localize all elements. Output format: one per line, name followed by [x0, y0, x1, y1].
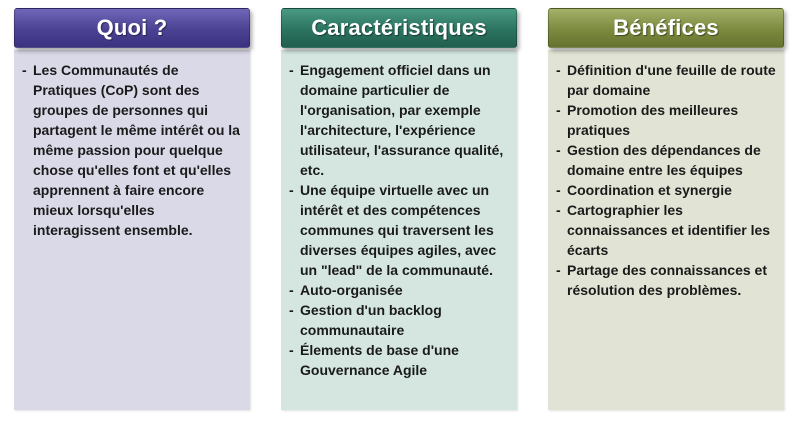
- column-header-characteristics: [281, 8, 517, 48]
- list-item: - Coordination et synergie: [556, 180, 776, 200]
- item-list-what: [22, 60, 242, 240]
- column-title-what: Quoi ?: [96, 15, 168, 40]
- column-what: [14, 8, 250, 410]
- list-item: - Engagement officiel dans un domaine particulier de l'organisation, par exemple l'architecture, l'expérience utilisateur, l'assurance qualité, etc.: [289, 60, 509, 180]
- list-item: - Auto-organisée: [289, 280, 509, 300]
- column-header-what: [14, 8, 250, 48]
- list-item: - Cartographier les connaissances et identifier les écarts: [556, 200, 776, 260]
- list-item: - Promotion des meilleures pratiques: [556, 100, 776, 140]
- column-title-benefits: Bénéfices: [613, 15, 719, 40]
- list-item: - Définition d'une feuille de route par domaine: [556, 60, 776, 100]
- item-list-benefits: [556, 60, 776, 300]
- list-item: - Gestion d'un backlog communautaire: [289, 300, 509, 340]
- column-body-benefits: [548, 50, 784, 410]
- item-list-characteristics: [289, 60, 509, 380]
- column-body-what: [14, 50, 250, 410]
- list-item: - Les Communautés de Pratiques (CoP) sont des groupes de personnes qui partagent le même intérêt ou la même passion pour quelque chose qu'elles font et qu'elles apprennent à faire encore mieux lorsqu'elles interagissent ensemble.: [22, 60, 242, 240]
- list-item: - Partage des connaissances et résolution des problèmes.: [556, 260, 776, 300]
- column-title-characteristics: Caractéristiques: [311, 15, 487, 40]
- column-characteristics: [281, 8, 517, 410]
- list-item: - Élements de base d'une Gouvernance Agile: [289, 340, 509, 380]
- column-header-benefits: [548, 8, 784, 48]
- column-body-characteristics: [281, 50, 517, 410]
- column-benefits: [548, 8, 784, 410]
- list-item: - Gestion des dépendances de domaine entre les équipes: [556, 140, 776, 180]
- list-item: - Une équipe virtuelle avec un intérêt et des compétences communes qui traversent les diverses équipes agiles, avec un "lead" de la communauté.: [289, 180, 509, 280]
